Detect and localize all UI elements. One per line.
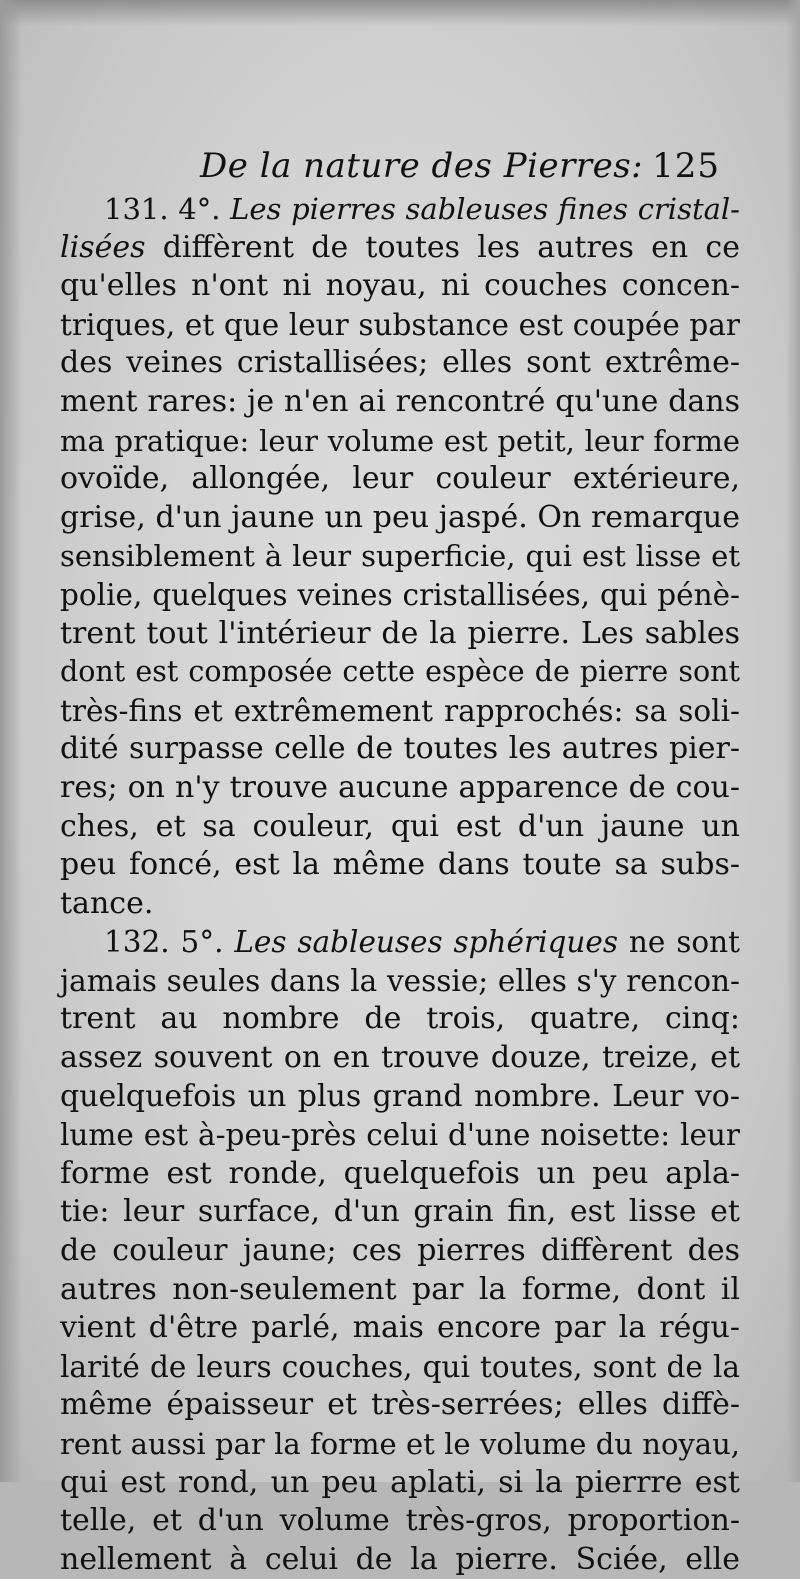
text-line: ches, et sa couleur, qui est d'un jaune un xyxy=(60,808,740,844)
page-edge-shadow-left xyxy=(0,0,22,1482)
text-line: de couleur jaune; ces pierres diffèrent des xyxy=(60,1233,740,1269)
text-line: très-fins et extrêmement rapprochés: sa soli- xyxy=(60,693,740,728)
text-line: vient d'être parlé, mais encore par la régu- xyxy=(60,1310,740,1346)
text-line: qu'elles n'ont ni noyau, ni couches concen- xyxy=(60,268,740,304)
body-text xyxy=(60,190,740,1579)
page-edge-shadow-right xyxy=(786,0,800,1482)
page-edge-shadow-top xyxy=(0,0,800,26)
text-line: dité surpasse celle de toutes les autres pier- xyxy=(60,731,740,767)
text-line: grise, d'un jaune un peu jaspé. On remarque xyxy=(60,499,740,535)
text-line: quelquefois un plus grand nombre. Leur vo- xyxy=(60,1078,740,1114)
text-line: même épaisseur et très-serrées; elles diffè- xyxy=(60,1387,740,1423)
text-line: tie: leur surface, d'un grain fin, est lisse et xyxy=(60,1194,740,1230)
text-line: trent au nombre de trois, quatre, cinq: xyxy=(60,1001,740,1037)
text-line: telle, et d'un volume très-gros, proportion- xyxy=(60,1503,740,1539)
text-line: ment rares: je n'en ai rencontré qu'une dans xyxy=(60,383,740,419)
text-line: assez souvent on en trouve douze, treize, et xyxy=(60,1040,740,1076)
text-line: rent aussi par la forme et le volume du noyau, xyxy=(60,1427,740,1461)
text-line: nellement à celui de la pierre. Sciée, elle xyxy=(60,1541,740,1577)
text-line: polie, quelques veines cristallisées, qui pénè- xyxy=(60,577,740,612)
text-line: triques, et que leur substance est coupée par xyxy=(60,307,740,342)
text-line: qui est rond, un peu aplati, si la pierrre est xyxy=(60,1464,740,1500)
text-line: res; on n'y trouve aucune apparence de cou- xyxy=(60,769,740,805)
text-line: 131. 4°. Les pierres sableuses fines cristal- xyxy=(104,192,740,226)
text-line: forme est ronde, quelquefois un peu apla- xyxy=(60,1155,740,1191)
text-line: jamais seules dans la vessie; elles s'y rencon- xyxy=(60,963,740,998)
text-line: autres non-seulement par la forme, dont il xyxy=(60,1271,740,1307)
text-line: peu foncé, est la même dans toute sa subs- xyxy=(60,847,740,883)
text-line: trent tout l'intérieur de la pierre. Les sables xyxy=(60,615,740,651)
text-line: tance. xyxy=(60,885,154,921)
text-line: lume est à-peu-près celui d'une noisette: leur xyxy=(60,1118,740,1153)
text-line: lisées diffèrent de toutes les autres en ce xyxy=(60,229,740,265)
text-line: sensiblement à leur superficie, qui est lisse et xyxy=(60,539,740,574)
text-line: larité de leurs couches, qui toutes, sont de la xyxy=(60,1349,740,1384)
page-number: 125 xyxy=(652,146,720,186)
text-line: ovoïde, allongée, leur couleur extérieure, xyxy=(60,461,740,497)
running-title: De la nature des Pierres: xyxy=(200,146,644,186)
text-line: 132. 5°. Les sableuses sphériques ne sont xyxy=(104,925,740,960)
text-line: ma pratique: leur volume est petit, leur forme xyxy=(60,423,740,458)
page-header xyxy=(200,146,720,190)
text-line: des veines cristallisées; elles sont extrême- xyxy=(60,345,740,381)
text-line: dont est composée cette espèce de pierre sont xyxy=(60,655,740,689)
